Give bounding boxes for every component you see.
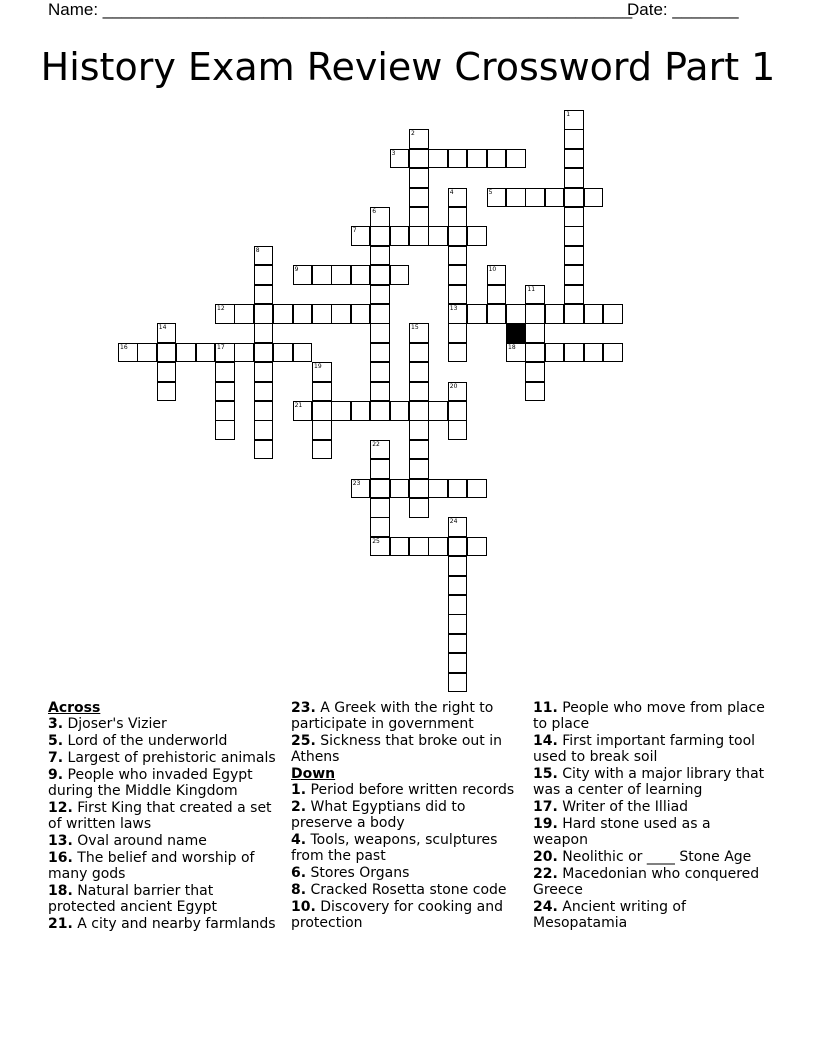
grid-cell[interactable] (215, 401, 235, 421)
clue-number-label: 10. (291, 899, 316, 915)
clue-number: 1 (566, 111, 571, 118)
grid-cell[interactable] (603, 343, 623, 363)
grid-cell[interactable] (564, 207, 584, 227)
grid-cell[interactable] (448, 517, 468, 537)
grid-cell[interactable] (370, 401, 390, 421)
grid-cell[interactable] (448, 265, 468, 285)
grid-cell[interactable] (409, 168, 429, 188)
grid-cell[interactable] (603, 304, 623, 324)
grid-cell[interactable] (448, 401, 468, 421)
grid-cell[interactable] (584, 188, 604, 208)
clue-item (533, 866, 769, 898)
clue-number-label: 3. (48, 716, 64, 732)
clue-item (48, 916, 284, 932)
clue-number: 11 (527, 285, 536, 293)
clue-number: 2 (411, 130, 415, 138)
grid-cell[interactable] (370, 479, 390, 499)
grid-cell[interactable] (215, 420, 235, 440)
grid-cell[interactable] (428, 226, 448, 246)
clue-number-label: 18. (48, 883, 73, 899)
grid-cell[interactable] (370, 226, 390, 246)
grid-cell[interactable] (506, 188, 526, 208)
grid-cell[interactable] (370, 285, 390, 305)
clue-item (291, 700, 527, 732)
grid-cell[interactable] (370, 362, 390, 382)
grid-cell[interactable] (409, 498, 429, 518)
grid-cell[interactable] (448, 343, 468, 363)
clue-number: 20 (449, 382, 458, 390)
clue-item (533, 766, 769, 798)
clue-number: 21 (294, 402, 303, 409)
grid-cell[interactable] (312, 420, 332, 440)
clue-item (291, 865, 527, 881)
grid-cell[interactable] (448, 420, 468, 440)
grid-cell[interactable] (215, 343, 235, 363)
clues-column-2 (291, 700, 527, 932)
clue-number: 18 (508, 343, 516, 351)
page-title: History Exam Review Crossword Part 1 (40, 45, 776, 89)
clue-number: 17 (217, 343, 225, 351)
grid-cell[interactable] (409, 440, 429, 460)
clue-number: 6 (372, 208, 377, 215)
clue-number-label: 5. (48, 733, 64, 749)
clue-number: 22 (372, 440, 380, 448)
grid-cell[interactable] (254, 362, 274, 382)
clue-number-label: 15. (533, 766, 558, 782)
clue-text: Discovery for cooking and protection (291, 899, 503, 931)
clue-text: First King that created a set of written laws (48, 800, 272, 832)
clue-number: 4 (449, 188, 454, 196)
grid-cell[interactable] (370, 498, 390, 518)
grid-cell[interactable] (564, 246, 584, 266)
grid-cell[interactable] (157, 323, 177, 343)
grid-cell[interactable] (409, 382, 429, 402)
grid-cell[interactable] (564, 304, 584, 324)
grid-cell[interactable] (196, 343, 216, 363)
clue-item (291, 799, 527, 831)
grid-cell[interactable] (293, 401, 313, 421)
grid-cell[interactable] (370, 304, 390, 324)
grid-cell[interactable] (448, 673, 468, 693)
grid-cell[interactable] (331, 265, 351, 285)
grid-cell[interactable] (448, 304, 468, 324)
grid-cell[interactable] (409, 420, 429, 440)
grid-cell[interactable] (409, 323, 429, 343)
grid-cell[interactable] (157, 362, 177, 382)
clue-text: People who move from place to place (533, 700, 765, 732)
clue-text: A Greek with the right to participate in government (291, 700, 494, 732)
clue-number-label: 13. (48, 833, 73, 849)
clue-item (533, 899, 769, 931)
clue-text: A city and nearby farmlands (72, 916, 276, 932)
clue-number-label: 1. (291, 782, 307, 798)
clue-item (291, 899, 527, 931)
grid-cell[interactable] (448, 382, 468, 402)
grid-cell[interactable] (370, 537, 390, 557)
clue-number: 16 (120, 343, 128, 351)
clue-number-label: 14. (533, 733, 558, 749)
clue-number-label: 21. (48, 916, 73, 932)
grid-cell[interactable] (409, 343, 429, 363)
grid-cell[interactable] (564, 226, 584, 246)
grid-cell[interactable] (215, 362, 235, 382)
grid-cell[interactable] (293, 343, 313, 363)
grid-cell[interactable] (312, 304, 332, 324)
clue-number: 15 (411, 324, 419, 332)
clue-number-label: 22. (533, 866, 558, 882)
grid-cell[interactable] (448, 149, 468, 169)
grid-cell[interactable] (506, 149, 526, 169)
grid-cell[interactable] (584, 343, 604, 363)
grid-cell[interactable] (448, 246, 468, 266)
clue-number-label: 6. (291, 865, 307, 881)
clue-number-label: 24. (533, 899, 558, 915)
grid-cell[interactable] (390, 537, 410, 557)
clue-text: Tools, weapons, sculptures from the past (291, 832, 498, 864)
grid-cell[interactable] (467, 149, 487, 169)
grid-cell[interactable] (390, 479, 410, 499)
grid-cell[interactable] (234, 304, 254, 324)
grid-cell[interactable] (564, 343, 584, 363)
clue-number-label: 19. (533, 816, 558, 832)
clues-column-1 (48, 700, 284, 933)
grid-cell[interactable] (351, 479, 371, 499)
clue-number: 9 (294, 266, 299, 274)
grid-cell[interactable] (254, 265, 274, 285)
clue-item (291, 882, 527, 898)
grid-cell[interactable] (409, 479, 429, 499)
clue-text: Hard stone used as a weapon (533, 816, 711, 848)
clue-number: 14 (158, 324, 167, 332)
grid-cell[interactable] (390, 149, 410, 169)
grid-cell[interactable] (176, 343, 196, 363)
clue-number: 19 (314, 363, 322, 371)
grid-cell[interactable] (487, 265, 507, 285)
grid-cell[interactable] (370, 440, 390, 460)
grid-cell[interactable] (293, 265, 313, 285)
grid-cell[interactable] (448, 188, 468, 208)
clue-number: 8 (255, 246, 260, 254)
grid-cell[interactable] (157, 382, 177, 402)
clue-item (291, 832, 527, 864)
clue-number-label: 4. (291, 832, 307, 848)
clue-number-label: 23. (291, 700, 316, 716)
grid-cell[interactable] (370, 265, 390, 285)
clue-number-label: 16. (48, 850, 73, 866)
clue-item (48, 767, 284, 799)
clues-column-3 (533, 700, 769, 932)
clue-item (48, 833, 284, 849)
grid-cell[interactable] (564, 149, 584, 169)
clue-text: Ancient writing of Mesopatamia (533, 899, 686, 931)
clue-text: Neolithic or ____ Stone Age (557, 849, 752, 865)
grid-cell[interactable] (312, 440, 332, 460)
clue-text: Writer of the Illiad (557, 799, 689, 815)
grid-cell[interactable] (370, 517, 390, 537)
clue-number-label: 25. (291, 733, 316, 749)
grid-cell[interactable] (428, 149, 448, 169)
grid-cell[interactable] (409, 537, 429, 557)
grid-cell[interactable] (564, 168, 584, 188)
grid-cell[interactable] (137, 343, 157, 363)
clue-number: 3 (391, 149, 396, 157)
grid-cell[interactable] (215, 382, 235, 402)
grid-cell[interactable] (370, 207, 390, 227)
grid-cell[interactable] (370, 382, 390, 402)
clue-number-label: 12. (48, 800, 73, 816)
clue-number-label: 2. (291, 799, 307, 815)
grid-cell[interactable] (428, 479, 448, 499)
grid-cell[interactable] (390, 401, 410, 421)
grid-cell[interactable] (487, 149, 507, 169)
clue-text: Lord of the underworld (63, 733, 228, 749)
grid-cell[interactable] (351, 304, 371, 324)
grid-cell[interactable] (293, 304, 313, 324)
grid-cell[interactable] (448, 537, 468, 557)
grid-cell[interactable] (564, 188, 584, 208)
clue-number: 10 (488, 266, 497, 274)
clue-text: Largest of prehistoric animals (63, 750, 276, 766)
clue-text: City with a major library that was a center of learning (533, 766, 765, 798)
grid-cell[interactable] (409, 226, 429, 246)
down-heading: Down (291, 766, 336, 782)
grid-cell[interactable] (351, 226, 371, 246)
grid-cell[interactable] (448, 653, 468, 673)
grid-cell[interactable] (409, 149, 429, 169)
grid-cell[interactable] (370, 343, 390, 363)
clue-item (533, 816, 769, 848)
clue-text: Period before written records (306, 782, 515, 798)
grid-cell[interactable] (370, 246, 390, 266)
grid-cell[interactable] (157, 343, 177, 363)
grid-cell[interactable] (448, 207, 468, 227)
grid-cell[interactable] (351, 265, 371, 285)
date-field[interactable]: Date: _______ (627, 0, 739, 19)
grid-cell[interactable] (448, 556, 468, 576)
grid-cell[interactable] (467, 479, 487, 499)
grid-cell[interactable] (525, 188, 545, 208)
clue-number-label: 7. (48, 750, 64, 766)
clue-item (48, 750, 284, 766)
grid-cell[interactable] (525, 285, 545, 305)
grid-cell[interactable] (254, 440, 274, 460)
clue-text: Stores Organs (306, 865, 410, 881)
grid-cell[interactable] (545, 304, 565, 324)
grid-cell[interactable] (448, 614, 468, 634)
grid-cell[interactable] (525, 323, 545, 343)
grid-cell[interactable] (254, 285, 274, 305)
grid-cell[interactable] (467, 226, 487, 246)
clue-number-label: 17. (533, 799, 558, 815)
clue-number: 12 (217, 305, 225, 312)
grid-cell[interactable] (564, 265, 584, 285)
clue-number: 7 (352, 227, 357, 235)
grid-cell[interactable] (584, 304, 604, 324)
grid-cell[interactable] (254, 343, 274, 363)
grid-cell[interactable] (390, 265, 410, 285)
grid-cell[interactable] (254, 246, 274, 266)
grid-cell[interactable] (254, 420, 274, 440)
grid-cell[interactable] (312, 362, 332, 382)
grid-cell[interactable] (525, 304, 545, 324)
clue-text: Cracked Rosetta stone code (306, 882, 507, 898)
grid-cell[interactable] (448, 323, 468, 343)
clue-text: Sickness that broke out in Athens (291, 733, 502, 765)
clue-item (291, 782, 527, 798)
clue-text: People who invaded Egypt during the Middle Kingdom (48, 767, 253, 799)
grid-cell[interactable] (487, 285, 507, 305)
grid-cell[interactable] (234, 343, 254, 363)
grid-cell[interactable] (409, 207, 429, 227)
grid-cell[interactable] (487, 304, 507, 324)
grid-cell[interactable] (428, 537, 448, 557)
grid-cell[interactable] (428, 401, 448, 421)
clue-number: 23 (352, 479, 361, 487)
clue-item (48, 883, 284, 915)
grid-cell[interactable] (448, 595, 468, 615)
clue-item (48, 850, 284, 882)
clue-number-label: 20. (533, 849, 558, 865)
grid-cell[interactable] (370, 323, 390, 343)
clue-item (48, 800, 284, 832)
grid-cell[interactable] (409, 129, 429, 149)
clue-item (291, 733, 527, 765)
grid-cell[interactable] (254, 304, 274, 324)
clue-item (533, 849, 769, 865)
grid-cell[interactable] (409, 459, 429, 479)
clue-number: 24 (449, 518, 458, 526)
clue-text: Oval around name (72, 833, 207, 849)
grid-cell[interactable] (312, 401, 332, 421)
clue-number: 5 (488, 188, 493, 196)
grid-cell[interactable] (390, 226, 410, 246)
grid-cell[interactable] (564, 129, 584, 149)
clue-number-label: 9. (48, 767, 64, 783)
clue-number: 25 (372, 537, 380, 545)
grid-cell[interactable] (448, 479, 468, 499)
across-heading: Across (48, 700, 101, 716)
grid-cell[interactable] (525, 362, 545, 382)
grid-cell[interactable] (506, 304, 526, 324)
clue-number: 13 (449, 305, 458, 312)
name-field[interactable]: Name: ________________________________________________________ (48, 0, 633, 19)
grid-cell[interactable] (448, 576, 468, 596)
grid-cell[interactable] (448, 226, 468, 246)
grid-cell[interactable] (545, 188, 565, 208)
grid-cell[interactable] (448, 634, 468, 654)
grid-cell[interactable] (331, 401, 351, 421)
grid-cell[interactable] (370, 459, 390, 479)
clue-item (533, 700, 769, 732)
grid-cell[interactable] (215, 304, 235, 324)
grid-cell[interactable] (118, 343, 138, 363)
grid-cell[interactable] (331, 304, 351, 324)
grid-cell[interactable] (312, 382, 332, 402)
clue-text: The belief and worship of many gods (48, 850, 255, 882)
grid-cell[interactable] (564, 110, 584, 130)
grid-cell[interactable] (254, 401, 274, 421)
grid-cell[interactable] (467, 304, 487, 324)
grid-cell[interactable] (487, 188, 507, 208)
grid-cell[interactable] (467, 537, 487, 557)
clue-item (48, 716, 284, 732)
grid-cell[interactable] (448, 285, 468, 305)
clue-number-label: 11. (533, 700, 558, 716)
clue-item (533, 733, 769, 765)
clue-text: Natural barrier that protected ancient Egypt (48, 883, 217, 915)
grid-cell[interactable] (525, 343, 545, 363)
clue-item (533, 799, 769, 815)
clue-number-label: 8. (291, 882, 307, 898)
clue-text: Macedonian who conquered Greece (533, 866, 760, 898)
grid-cell[interactable] (351, 401, 371, 421)
clue-text: First important farming tool used to break soil (533, 733, 756, 765)
grid-cell[interactable] (545, 343, 565, 363)
grid-cell[interactable] (273, 304, 293, 324)
shaded-cell (506, 323, 526, 343)
grid-cell[interactable] (525, 382, 545, 402)
grid-cell[interactable] (564, 285, 584, 305)
clue-text: What Egyptians did to preserve a body (291, 799, 466, 831)
grid-cell[interactable] (273, 343, 293, 363)
grid-cell[interactable] (254, 323, 274, 343)
clue-text: Djoser's Vizier (63, 716, 167, 732)
clue-item (48, 733, 284, 749)
grid-cell[interactable] (409, 401, 429, 421)
grid-cell[interactable] (506, 343, 526, 363)
grid-cell[interactable] (409, 362, 429, 382)
grid-cell[interactable] (312, 265, 332, 285)
grid-cell[interactable] (409, 188, 429, 208)
grid-cell[interactable] (254, 382, 274, 402)
